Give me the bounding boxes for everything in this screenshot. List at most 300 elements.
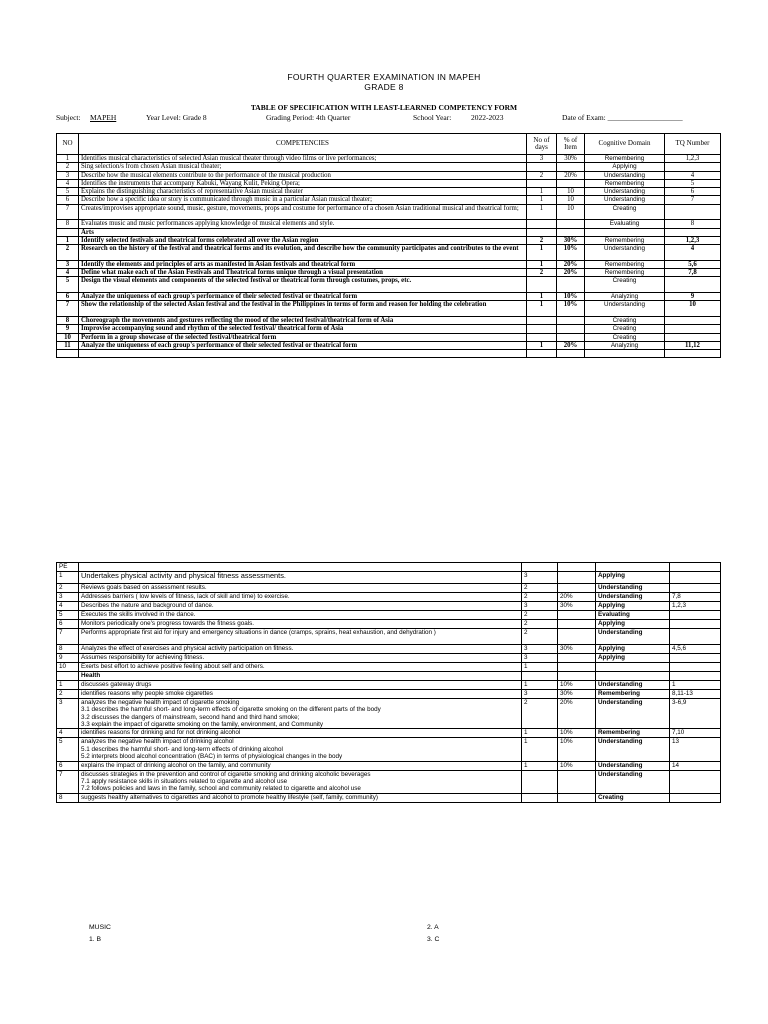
competency-text: Evaluates music and music performances applying knowledge of musical elements and style. bbox=[79, 220, 527, 228]
days-cell: 2 bbox=[522, 698, 558, 729]
year-level: Year Level: Grade 8 bbox=[146, 113, 207, 122]
days-cell: 1 bbox=[522, 761, 558, 770]
percent-cell: 10 bbox=[557, 196, 585, 204]
percent-cell: 10% bbox=[558, 738, 596, 761]
days-cell: 3 bbox=[527, 155, 557, 163]
row-number: 7 bbox=[57, 629, 79, 645]
competency-text: identifies reasons why people smoke cigarettes bbox=[79, 689, 522, 698]
tq-number-cell bbox=[665, 228, 721, 236]
row-number: 8 bbox=[57, 220, 79, 228]
days-cell bbox=[527, 179, 557, 187]
table-row bbox=[57, 269, 721, 277]
tq-number-cell bbox=[670, 653, 721, 662]
table-row bbox=[57, 220, 721, 228]
competency-text: Identifies musical characteristics of selected Asian musical theater through video films or live performances; bbox=[79, 155, 527, 163]
tq-number-cell bbox=[665, 333, 721, 341]
table-header-row bbox=[57, 134, 721, 155]
percent-cell bbox=[558, 770, 596, 793]
tq-number-cell bbox=[670, 572, 721, 584]
days-cell bbox=[522, 563, 558, 572]
tq-number-cell bbox=[670, 563, 721, 572]
domain-cell: Understanding bbox=[596, 770, 670, 793]
domain-cell: Understanding bbox=[585, 171, 665, 179]
competency-text: Health bbox=[79, 671, 522, 680]
row-number: 5 bbox=[57, 188, 79, 196]
grade-label: GRADE 8 bbox=[364, 82, 404, 92]
table-row bbox=[57, 602, 721, 611]
domain-cell: Applying bbox=[596, 620, 670, 629]
tq-number-cell: 1,2,3 bbox=[670, 602, 721, 611]
tq-number-cell bbox=[670, 584, 721, 593]
table-row bbox=[57, 228, 721, 236]
competency-text: Undertakes physical activity and physical fitness assessments. bbox=[79, 572, 522, 584]
row-number: 5 bbox=[57, 277, 79, 293]
row-number: 10 bbox=[57, 333, 79, 341]
row-number: 6 bbox=[57, 761, 79, 770]
table-row bbox=[57, 729, 721, 738]
competency-text: Perform in a group showcase of the selected festival/theatrical form bbox=[79, 333, 527, 341]
table-row bbox=[57, 325, 721, 333]
table-row bbox=[57, 341, 721, 349]
header-percent: % of Item bbox=[557, 134, 585, 155]
tq-number-cell: 3-6,9 bbox=[670, 698, 721, 729]
competency-text: Identify selected festivals and theatrical forms celebrated all over the Asian region bbox=[79, 236, 527, 244]
percent-cell bbox=[558, 671, 596, 680]
domain-cell: Understanding bbox=[596, 680, 670, 689]
table-row bbox=[57, 629, 721, 645]
pe-health-specification-table bbox=[56, 562, 721, 803]
row-number: 8 bbox=[57, 793, 79, 802]
percent-cell bbox=[558, 653, 596, 662]
table-row bbox=[57, 738, 721, 761]
percent-cell bbox=[558, 584, 596, 593]
days-cell: 1 bbox=[522, 662, 558, 671]
percent-cell: 30% bbox=[557, 236, 585, 244]
table-row bbox=[57, 680, 721, 689]
table-row bbox=[57, 171, 721, 179]
tq-number-cell bbox=[670, 662, 721, 671]
competency-text: Arts bbox=[79, 228, 527, 236]
competency-text: Describes the nature and background of dance. bbox=[79, 602, 522, 611]
row-number bbox=[57, 228, 79, 236]
percent-cell bbox=[558, 629, 596, 645]
tq-number-cell bbox=[665, 163, 721, 171]
table-row bbox=[57, 793, 721, 802]
domain-cell: Creating bbox=[585, 316, 665, 324]
row-number: 5 bbox=[57, 738, 79, 761]
percent-cell bbox=[557, 316, 585, 324]
tq-number-cell: 11,12 bbox=[665, 341, 721, 349]
domain-cell: Understanding bbox=[585, 301, 665, 317]
percent-cell bbox=[558, 793, 596, 802]
header-domain: Cognitive Domain bbox=[585, 134, 665, 155]
domain-cell: Remembering bbox=[585, 179, 665, 187]
competency-text: Explains the distinguishing characteristics of representative Asian musical theater bbox=[79, 188, 527, 196]
days-cell: 2 bbox=[527, 236, 557, 244]
domain-cell: Remembering bbox=[585, 236, 665, 244]
days-cell: 1 bbox=[527, 204, 557, 220]
row-number: 4 bbox=[57, 269, 79, 277]
row-number: 6 bbox=[57, 293, 79, 301]
domain-cell bbox=[585, 350, 665, 358]
competency-text: Define what make each of the Asian Festivals and Theatrical forms unique through a visual presentation bbox=[79, 269, 527, 277]
days-cell: 2 bbox=[527, 269, 557, 277]
table-row bbox=[57, 653, 721, 662]
table-row bbox=[57, 245, 721, 261]
table-row bbox=[57, 163, 721, 171]
days-cell: 1 bbox=[527, 196, 557, 204]
days-cell: 3 bbox=[522, 644, 558, 653]
competency-text: identifies reasons for drinking and for not drinking alcohol bbox=[79, 729, 522, 738]
row-number: 2 bbox=[57, 163, 79, 171]
row-number: 4 bbox=[57, 729, 79, 738]
table-row bbox=[57, 572, 721, 584]
percent-cell bbox=[557, 333, 585, 341]
table-row bbox=[57, 698, 721, 729]
domain-cell: Creating bbox=[596, 793, 670, 802]
tq-number-cell: 4 bbox=[665, 171, 721, 179]
percent-cell bbox=[557, 350, 585, 358]
percent-cell bbox=[558, 572, 596, 584]
row-number: 7 bbox=[57, 301, 79, 317]
percent-cell bbox=[558, 563, 596, 572]
table-row bbox=[57, 155, 721, 163]
domain-cell: Applying bbox=[596, 572, 670, 584]
domain-cell: Applying bbox=[585, 163, 665, 171]
school-year-value: 2022-2023 bbox=[471, 113, 504, 122]
tq-number-cell bbox=[665, 325, 721, 333]
tq-number-cell bbox=[665, 350, 721, 358]
date-of-exam: Date of Exam: ____________________ bbox=[562, 113, 683, 122]
exam-title: FOURTH QUARTER EXAMINATION IN MAPEH bbox=[287, 72, 481, 82]
percent-cell: 20% bbox=[557, 171, 585, 179]
subject-label: Subject: bbox=[56, 113, 81, 122]
tq-number-cell: 4 bbox=[665, 245, 721, 261]
domain-cell: Applying bbox=[596, 602, 670, 611]
row-number: 3 bbox=[57, 593, 79, 602]
days-cell: 1 bbox=[527, 301, 557, 317]
domain-cell: Analyzing bbox=[585, 293, 665, 301]
competency-text: Research on the history of the festival and theatrical forms and its evolution, and describe how the community participates and contributes to the event bbox=[79, 245, 527, 261]
percent-cell bbox=[557, 163, 585, 171]
domain-cell: Understanding bbox=[596, 593, 670, 602]
percent-cell: 10 bbox=[557, 204, 585, 220]
competency-text: Executes the skills involved in the dance. bbox=[79, 611, 522, 620]
domain-cell bbox=[585, 228, 665, 236]
domain-cell: Understanding bbox=[596, 698, 670, 729]
days-cell bbox=[522, 793, 558, 802]
row-number bbox=[57, 350, 79, 358]
table-row bbox=[57, 236, 721, 244]
row-number: 4 bbox=[57, 179, 79, 187]
answer-key-music-label: MUSIC bbox=[89, 924, 111, 931]
percent-cell: 10% bbox=[558, 729, 596, 738]
row-number: 4 bbox=[57, 602, 79, 611]
percent-cell bbox=[557, 220, 585, 228]
percent-cell bbox=[558, 620, 596, 629]
days-cell: 1 bbox=[527, 245, 557, 261]
competency-text: Show the relationship of the selected Asian festival and the festival in the Philippines in terms of form and reason for holding the celebration bbox=[79, 301, 527, 317]
domain-cell bbox=[596, 563, 670, 572]
row-number: 1 bbox=[57, 155, 79, 163]
table-row bbox=[57, 188, 721, 196]
competency-text: Analyzes the effect of exercises and physical activity participation on fitness. bbox=[79, 644, 522, 653]
percent-cell: 20% bbox=[558, 593, 596, 602]
tq-number-cell bbox=[670, 671, 721, 680]
competency-text: analyzes the negative health impact of cigarette smoking 3.1 describes the harmful short- and long-term effects of cigarette smoking on the different parts of the body 3.2 discusses the dangers of mainstream, second hand and third hand smoke; 3.3 explain the impact of cigarette smoking on the family, environment, and Community bbox=[79, 698, 522, 729]
competency-text: Monitors periodically one's progress towards the fitness goals. bbox=[79, 620, 522, 629]
percent-cell: 10% bbox=[557, 293, 585, 301]
competency-text bbox=[79, 563, 522, 572]
days-cell bbox=[522, 770, 558, 793]
tq-number-cell: 6 bbox=[665, 188, 721, 196]
percent-cell: 20% bbox=[558, 698, 596, 729]
percent-cell bbox=[557, 179, 585, 187]
percent-cell: 30% bbox=[558, 644, 596, 653]
days-cell: 2 bbox=[522, 629, 558, 645]
days-cell: 1 bbox=[522, 729, 558, 738]
domain-cell: Creating bbox=[585, 277, 665, 293]
row-number: 10 bbox=[57, 662, 79, 671]
row-number bbox=[57, 671, 79, 680]
tq-number-cell: 10 bbox=[665, 301, 721, 317]
row-number: 7 bbox=[57, 770, 79, 793]
domain-cell: Creating bbox=[585, 325, 665, 333]
days-cell: 2 bbox=[522, 593, 558, 602]
days-cell bbox=[527, 220, 557, 228]
domain-cell: Remembering bbox=[596, 729, 670, 738]
competency-text: Analyze the uniqueness of each group's performance of their selected festival or theatrical form bbox=[79, 293, 527, 301]
row-number: PE bbox=[57, 563, 79, 572]
tq-number-cell: 5,6 bbox=[665, 260, 721, 268]
percent-cell: 10% bbox=[557, 245, 585, 261]
tq-number-cell: 7 bbox=[665, 196, 721, 204]
table-row bbox=[57, 563, 721, 572]
table-row bbox=[57, 293, 721, 301]
domain-cell: Understanding bbox=[596, 761, 670, 770]
header-no: NO bbox=[57, 134, 79, 155]
domain-cell bbox=[596, 662, 670, 671]
days-cell: 2 bbox=[527, 171, 557, 179]
header-tq: TQ Number bbox=[665, 134, 721, 155]
tq-number-cell bbox=[665, 316, 721, 324]
tq-number-cell bbox=[665, 277, 721, 293]
table-row bbox=[57, 196, 721, 204]
competency-text: Addresses barriers ( low levels of fitness, lack of skill and time) to exercise. bbox=[79, 593, 522, 602]
days-cell: 1 bbox=[522, 680, 558, 689]
days-cell bbox=[527, 333, 557, 341]
tq-number-cell bbox=[670, 629, 721, 645]
row-number: 2 bbox=[57, 584, 79, 593]
competency-text: Assumes responsibility for achieving fitness. bbox=[79, 653, 522, 662]
table-row bbox=[57, 204, 721, 220]
row-number: 9 bbox=[57, 653, 79, 662]
row-number: 1 bbox=[57, 236, 79, 244]
tq-number-cell: 13 bbox=[670, 738, 721, 761]
tq-number-cell: 1 bbox=[670, 680, 721, 689]
table-row bbox=[57, 277, 721, 293]
table-row bbox=[57, 350, 721, 358]
row-number: 8 bbox=[57, 316, 79, 324]
table-row bbox=[57, 260, 721, 268]
days-cell bbox=[522, 671, 558, 680]
percent-cell: 10 bbox=[557, 188, 585, 196]
table-row bbox=[57, 301, 721, 317]
days-cell: 1 bbox=[527, 293, 557, 301]
competency-text: Design the visual elements and components of the selected festival or theatrical form through costumes, props, etc. bbox=[79, 277, 527, 293]
percent-cell: 10% bbox=[558, 680, 596, 689]
domain-cell: Remembering bbox=[585, 155, 665, 163]
days-cell bbox=[527, 228, 557, 236]
days-cell bbox=[527, 163, 557, 171]
domain-cell: Understanding bbox=[596, 584, 670, 593]
school-year-label: School Year: bbox=[413, 113, 452, 122]
tq-number-cell: 7,8 bbox=[670, 593, 721, 602]
tq-number-cell: 4,5,6 bbox=[670, 644, 721, 653]
domain-cell: Applying bbox=[596, 653, 670, 662]
table-row bbox=[57, 316, 721, 324]
row-number: 8 bbox=[57, 644, 79, 653]
row-number: 6 bbox=[57, 620, 79, 629]
row-number: 5 bbox=[57, 611, 79, 620]
domain-cell: Understanding bbox=[596, 629, 670, 645]
subject-value: MAPEH bbox=[90, 113, 117, 122]
tq-number-cell bbox=[670, 620, 721, 629]
days-cell: 3 bbox=[522, 572, 558, 584]
table-row bbox=[57, 333, 721, 341]
percent-cell: 20% bbox=[557, 260, 585, 268]
days-cell: 1 bbox=[527, 188, 557, 196]
domain-cell: Understanding bbox=[585, 188, 665, 196]
domain-cell bbox=[596, 671, 670, 680]
tq-number-cell bbox=[670, 611, 721, 620]
row-number: 9 bbox=[57, 325, 79, 333]
music-arts-specification-table bbox=[56, 133, 721, 358]
table-row bbox=[57, 662, 721, 671]
competency-text: Identify the elements and principles of arts as manifested in Asian festivals and theatrical form bbox=[79, 260, 527, 268]
percent-cell: 30% bbox=[558, 689, 596, 698]
days-cell bbox=[527, 325, 557, 333]
days-cell: 1 bbox=[522, 738, 558, 761]
days-cell: 1 bbox=[527, 341, 557, 349]
competency-text: analyzes the negative health impact of drinking alcohol 5.1 describes the harmful short- and long-term effects of drinking alcohol 5.2 interprets blood alcohol concentration (BAC) in terms of physiological changes in the body bbox=[79, 738, 522, 761]
percent-cell bbox=[557, 228, 585, 236]
competency-text: Identifies the instruments that accompany Kabuki, Wayang Kulit, Peking Opera; bbox=[79, 179, 527, 187]
days-cell: 2 bbox=[522, 620, 558, 629]
table-row bbox=[57, 179, 721, 187]
percent-cell bbox=[558, 611, 596, 620]
row-number: 1 bbox=[57, 680, 79, 689]
percent-cell: 20% bbox=[557, 269, 585, 277]
days-cell: 3 bbox=[522, 602, 558, 611]
domain-cell: Remembering bbox=[585, 269, 665, 277]
tq-number-cell: 9 bbox=[665, 293, 721, 301]
tq-number-cell: 8 bbox=[665, 220, 721, 228]
competency-text: Reviews goals based on assessment results. bbox=[79, 584, 522, 593]
competency-text: Performs appropriate first aid for injury and emergency situations in dance (cramps, sprains, heat exhaustion, and dehydration ) bbox=[79, 629, 522, 645]
row-number: 3 bbox=[57, 171, 79, 179]
tq-number-cell: 5 bbox=[665, 179, 721, 187]
row-number: 6 bbox=[57, 196, 79, 204]
competency-text: Improvise accompanying sound and rhythm of the selected festival/ theatrical form of Asia bbox=[79, 325, 527, 333]
days-cell: 3 bbox=[522, 653, 558, 662]
competency-text: Choreograph the movements and gestures reflecting the mood of the selected festival/theatrical form of Asia bbox=[79, 316, 527, 324]
domain-cell: Applying bbox=[596, 644, 670, 653]
domain-cell: Remembering bbox=[596, 689, 670, 698]
header-competencies: COMPETENCIES bbox=[79, 134, 527, 155]
competency-text: discusses strategies in the prevention and control of cigarette smoking and drinking alcoholic beverages 7.1 apply resistance skills in situations related to cigarette and alcohol use 7.2 follows policies and laws in the family, school and community related to cigarette and alcohol use bbox=[79, 770, 522, 793]
table-row bbox=[57, 689, 721, 698]
tq-number-cell: 8,11-13 bbox=[670, 689, 721, 698]
percent-cell: 10% bbox=[557, 301, 585, 317]
tq-number-cell: 7,10 bbox=[670, 729, 721, 738]
percent-cell bbox=[558, 662, 596, 671]
competency-text: Analyze the uniqueness of each group's performance of their selected festival or theatrical form bbox=[79, 341, 527, 349]
competency-text: discusses gateway drugs bbox=[79, 680, 522, 689]
header-days: No of days bbox=[527, 134, 557, 155]
competency-text: Describe how the musical elements contribute to the performance of the musical production bbox=[79, 171, 527, 179]
tq-number-cell bbox=[670, 793, 721, 802]
table-row bbox=[57, 761, 721, 770]
domain-cell: Remembering bbox=[585, 260, 665, 268]
days-cell bbox=[527, 316, 557, 324]
row-number: 3 bbox=[57, 260, 79, 268]
days-cell: 3 bbox=[522, 689, 558, 698]
tq-number-cell: 7,8 bbox=[665, 269, 721, 277]
competency-text bbox=[79, 350, 527, 358]
percent-cell: 30% bbox=[557, 155, 585, 163]
tq-number-cell bbox=[670, 770, 721, 793]
competency-text: explains the impact of drinking alcohol on the family, and community bbox=[79, 761, 522, 770]
domain-cell: Evaluating bbox=[596, 611, 670, 620]
table-row bbox=[57, 620, 721, 629]
days-cell bbox=[527, 277, 557, 293]
row-number: 2 bbox=[57, 689, 79, 698]
domain-cell: Creating bbox=[585, 204, 665, 220]
competency-text: suggests healthy alternatives to cigarettes and alcohol to promote healthy lifestyle (self, family, community) bbox=[79, 793, 522, 802]
competency-text: Sing selection/s from chosen Asian musical theater; bbox=[79, 163, 527, 171]
percent-cell: 10% bbox=[558, 761, 596, 770]
table-row bbox=[57, 671, 721, 680]
days-cell: 2 bbox=[522, 584, 558, 593]
answer-key-item-3: 3. C bbox=[427, 936, 440, 943]
row-number: 7 bbox=[57, 204, 79, 220]
domain-cell: Understanding bbox=[596, 738, 670, 761]
tq-number-cell: 1,2,3 bbox=[665, 155, 721, 163]
row-number: 1 bbox=[57, 572, 79, 584]
competency-text: Creates/improvises appropriate sound, music, gesture, movements, props and costume for performance of a chosen Asian traditional musical and theatrical form; bbox=[79, 204, 527, 220]
answer-key-item-2: 2. A bbox=[427, 924, 439, 931]
domain-cell: Creating bbox=[585, 333, 665, 341]
answer-key-item-1: 1. B bbox=[89, 936, 102, 943]
tos-title: TABLE OF SPECIFICATION WITH LEAST-LEARNED COMPETENCY FORM bbox=[250, 103, 518, 112]
percent-cell bbox=[557, 325, 585, 333]
row-number: 3 bbox=[57, 698, 79, 729]
domain-cell: Understanding bbox=[585, 245, 665, 261]
domain-cell: Understanding bbox=[585, 196, 665, 204]
percent-cell: 20% bbox=[557, 341, 585, 349]
tq-number-cell: 14 bbox=[670, 761, 721, 770]
table-row bbox=[57, 593, 721, 602]
table-row bbox=[57, 584, 721, 593]
tq-number-cell bbox=[665, 204, 721, 220]
competency-text: Exerts best effort to achieve positive feeling about self and others. bbox=[79, 662, 522, 671]
domain-cell: Evaluating bbox=[585, 220, 665, 228]
grading-period: Grading Period: 4th Quarter bbox=[266, 113, 351, 122]
domain-cell: Analyzing bbox=[585, 341, 665, 349]
percent-cell: 30% bbox=[558, 602, 596, 611]
days-cell bbox=[527, 350, 557, 358]
